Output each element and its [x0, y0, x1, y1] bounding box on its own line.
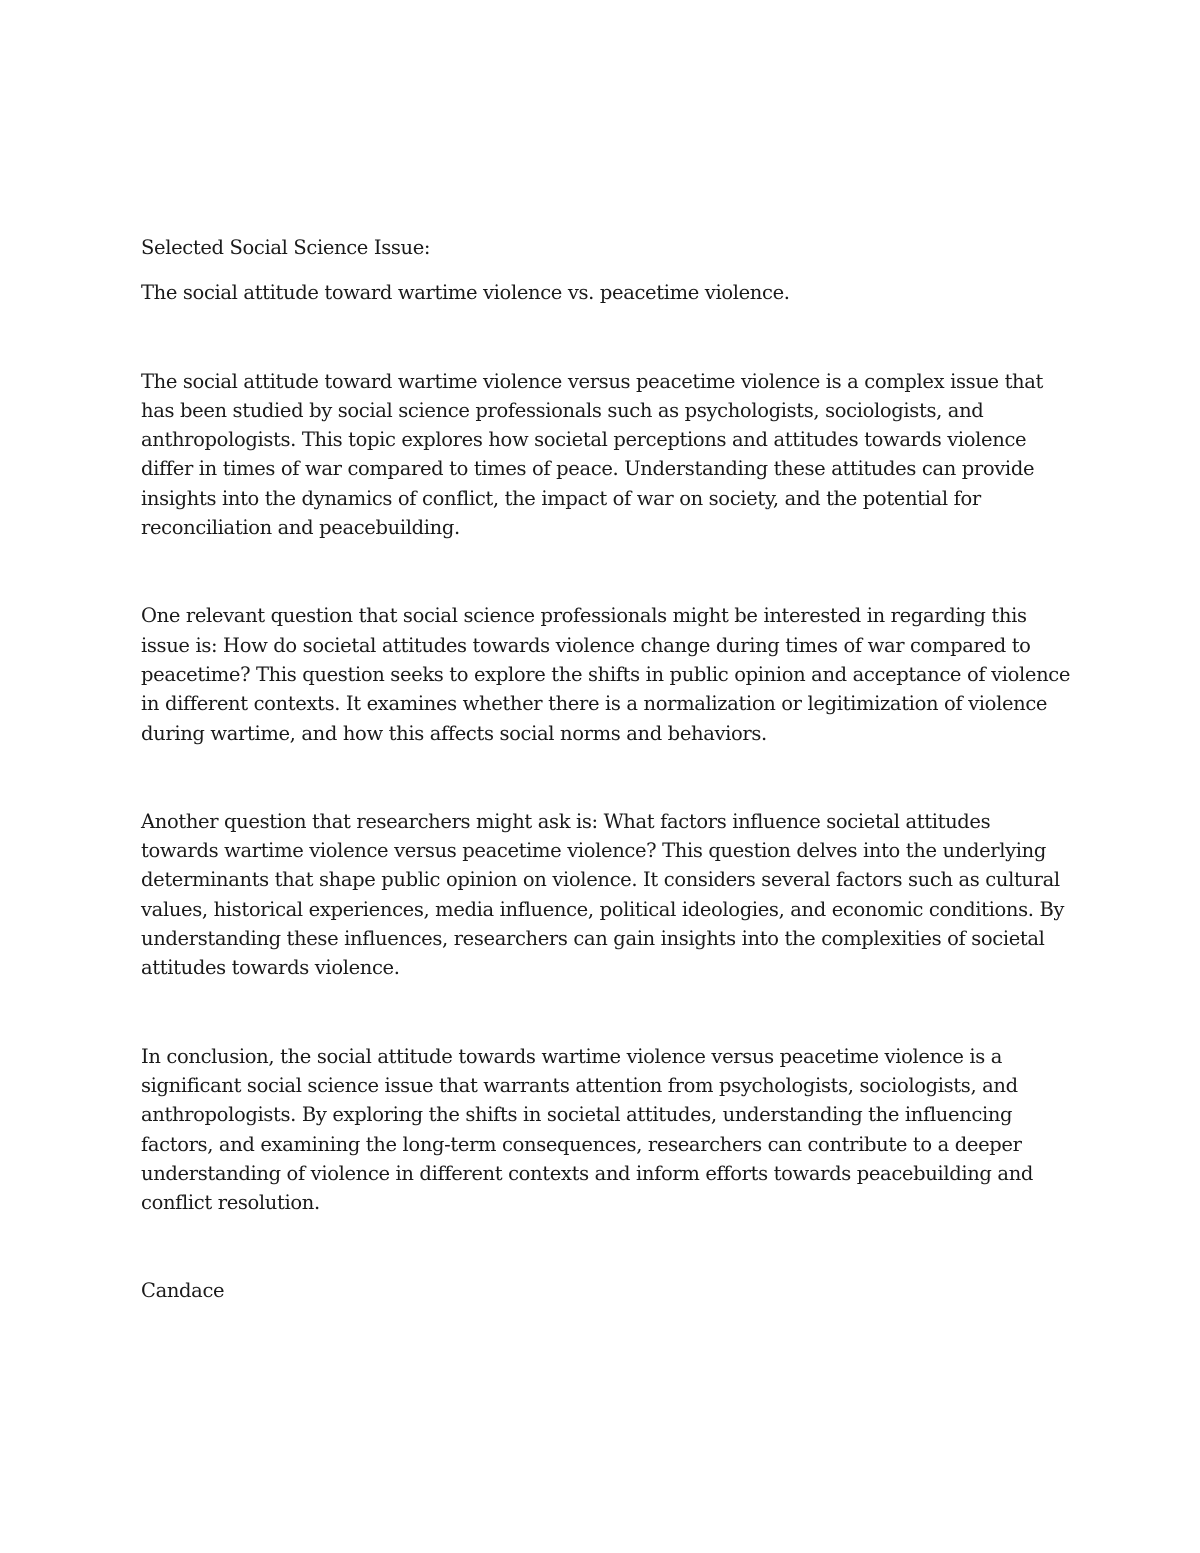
paragraph-second-question: Another question that researchers might ask is: What factors influence societal attitudes towards wartime violence versus peacetime violence? This question delves into the underlying determinants that shape public opinion on violence. It considers several factors such as cultural values, historical experiences, media influence, political ideologies, and economic conditions. By understanding these influences, researchers can gain insights into the complexities of societal attitudes towards violence.	[141, 809, 1065, 980]
paragraph-first-question: One relevant question that social science professionals might be interested in regarding this issue is: How do societal attitudes towards violence change during times of war compared to peacetime? This question seeks to explore the shifts in public opinion and acceptance of violence in different contexts. It examines whether there is a normalization or legitimization of violence during wartime, and how this affects social norms and behaviors.	[141, 604, 1071, 745]
paragraph-introduction: The social attitude toward wartime violence versus peacetime violence is a complex issue that has been studied by social science professionals such as psychologists, sociologists, and anthropologists. This topic explores how societal perceptions and attitudes towards violence differ in times of war compared to times of peace. Understanding these attitudes can provide insights into the dynamics of conflict, the impact of war on society, and the potential for reconciliation and peacebuilding.	[141, 369, 1044, 540]
paragraph-conclusion: In conclusion, the social attitude towards wartime violence versus peacetime violence is a significant social science issue that warrants attention from psychologists, sociologists, and anthropologists. By exploring the shifts in societal attitudes, understanding the influencing factors, and examining the long-term consequences, researchers can contribute to a deeper understanding of violence in different contexts and inform efforts towards peacebuilding and conflict resolution.	[141, 1044, 1034, 1215]
document-body	[141, 233, 1071, 1306]
issue-title: The social attitude toward wartime violence vs. peacetime violence.	[141, 281, 790, 305]
issue-heading-label: Selected Social Science Issue:	[141, 236, 431, 259]
author-signature: Candace	[141, 1279, 225, 1303]
